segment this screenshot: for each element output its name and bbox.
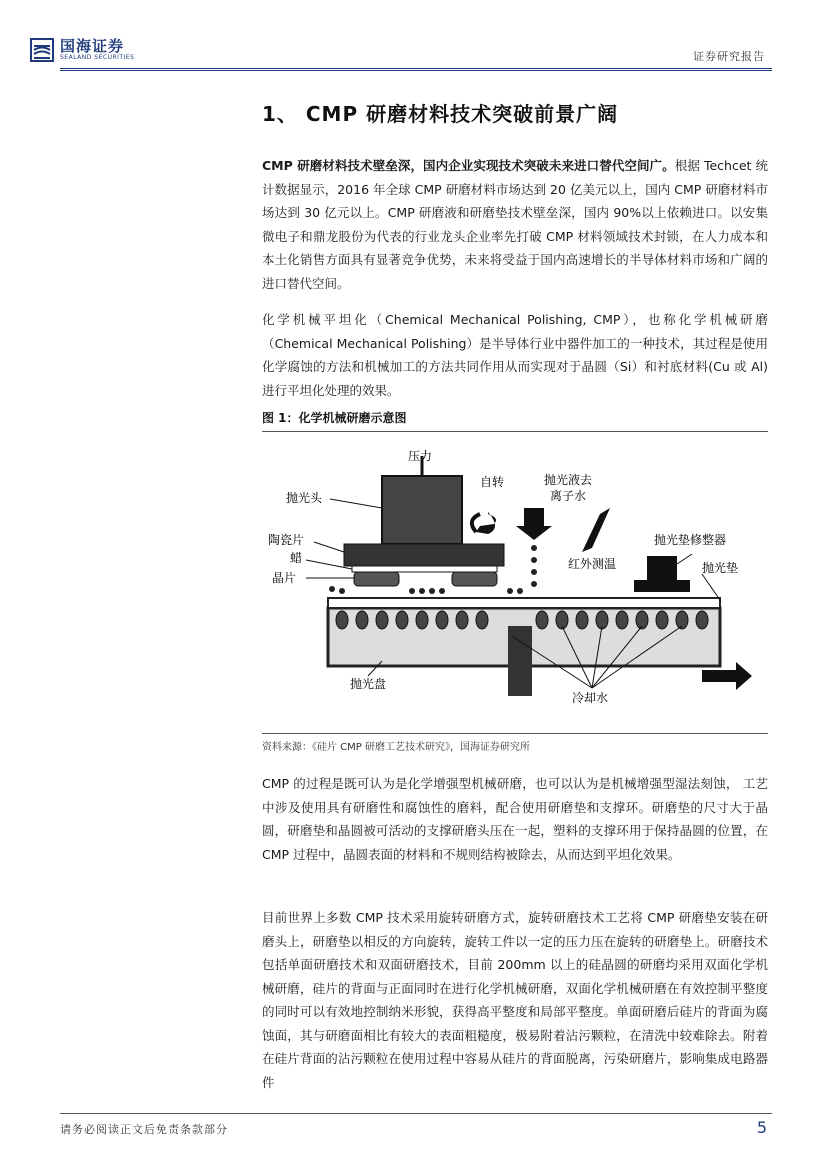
header-divider-secondary [60,70,772,71]
label-pressure: 压力 [408,449,433,463]
label-slurry: 抛光液去 [544,473,593,487]
label-infrared: 红外测温 [568,557,617,571]
label-slurry-water: 离子水 [550,489,587,503]
logo-text-cn: 国海证券 [60,37,125,55]
label-pad: 抛光垫 [702,561,739,575]
polishing-pad [328,598,720,608]
report-type-label: 证券研究报告 [693,50,765,63]
header-divider [60,68,772,69]
paragraph-4: 目前世界上多数 CMP 技术采用旋转研磨方式，旋转研磨技术工艺将 CMP 研磨垫安装在研磨头上，研磨垫以相反的方向旋转，旋转工件以一定的压力压在旋转的研磨垫上。研磨技术包括单面研磨技术和双面研磨技术，目前 200mm 以上的硅晶圆的研磨均采用双面化学机械研磨，硅片的背面与正面同时在进行化学机械研磨，双面化学机械研磨在有效控制平整度的同时可以有效地控制纳米形貌，获得高平整度和局部平整度。单面研磨后硅片的背面为腐蚀面，其与研磨面相比有较大的表面粗糙度，极易附着沾污颗粒，在清洗中较难除去。附着在硅片背面的沾污颗粒在使用过程中容易从硅片的背面脱离，污染研磨片，影响集成电路器件 [262,910,768,1090]
figure-top-rule [262,431,768,432]
page-number: 5 [756,1118,767,1137]
figure-source: 资料来源：《硅片 CMP 研磨工艺技术研究》，国海证券研究所 [262,742,530,753]
company-logo [30,38,134,62]
wafer-right [452,572,497,586]
page-header [0,0,827,80]
paragraph-1-lead: CMP 研磨材料技术壁垒深，国内企业实现技术突破未来进口替代空间广。 [262,158,675,173]
figure-bottom-rule [262,733,768,734]
figure-caption: 图 1：化学机械研磨示意图 [262,411,407,425]
label-ceramic: 陶瓷片 [268,533,305,547]
label-wax: 蜡 [290,551,303,565]
wafer-left [354,572,399,586]
pad-conditioner [647,556,677,580]
polishing-head [382,476,462,544]
wax-layer [352,566,497,572]
label-coolant: 冷却水 [572,691,609,705]
paragraph-2: 化学机械平坦化（Chemical Mechanical Polishing, CMP），也称化学机械研磨（Chemical Mechanical Polishing）是半导体行业中器件加工的一种技术，其过程是使用化学腐蚀的方法和机械加工的方法共同作用从而实现对于晶圆（Si）和衬底材料(Cu 或 Al)进行平坦化处理的效果。 [262,312,768,398]
label-head: 抛光头 [286,491,323,505]
ceramic-plate [344,544,504,566]
footer-divider [60,1113,772,1114]
label-conditioner: 抛光垫修整器 [654,533,727,547]
cmp-diagram [262,436,768,730]
logo-mark-icon [30,38,54,62]
label-platen: 抛光盘 [350,677,387,691]
paragraph-1-body: 根据 Techcet 统计数据显示，2016 年全球 CMP 研磨材料市场达到 20 亿美元以上，国内 CMP 研磨材料市场达到 30 亿元以上。CMP 研磨液和研磨垫技术壁垒深，国内 90%以上依赖进口。以安集微电子和鼎龙股份为代表的行业龙头企业率先打破 CMP 材料领域技术封锁，在人力成本和本土化销售方面具有显著竞争优势，未来将受益于国内高速增长的半导体材料市场和广阔的进口替代空间。 [262,158,768,291]
paragraph-3: CMP 的过程是既可认为是化学增强型机械研磨，也可以认为是机械增强型湿法刻蚀， 工艺中涉及使用具有研磨性和腐蚀性的磨料，配合使用研磨垫和支撑环。研磨垫的尺寸大于晶圆，研磨垫和晶圆被可活动的支撑研磨头压在一起，塑料的支撑环用于保持晶圆的位置，在 CMP 过程中，晶圆表面的材料和不规则结构被除去，从而达到平坦化效果。 [262,776,768,862]
footer-disclaimer: 请务必阅读正文后免责条款部分 [60,1123,228,1136]
paragraph-1 [262,154,768,295]
label-rotation: 自转 [480,475,505,489]
section-title: 1、 CMP 研磨材料技术突破前景广阔 [262,102,619,126]
logo-text-en: SEALAND SECURITIES [60,54,135,61]
infrared-probe [582,508,610,552]
slurry-arrow-icon [516,508,552,540]
platen-shaft [508,626,532,696]
label-wafer: 晶片 [272,571,297,585]
